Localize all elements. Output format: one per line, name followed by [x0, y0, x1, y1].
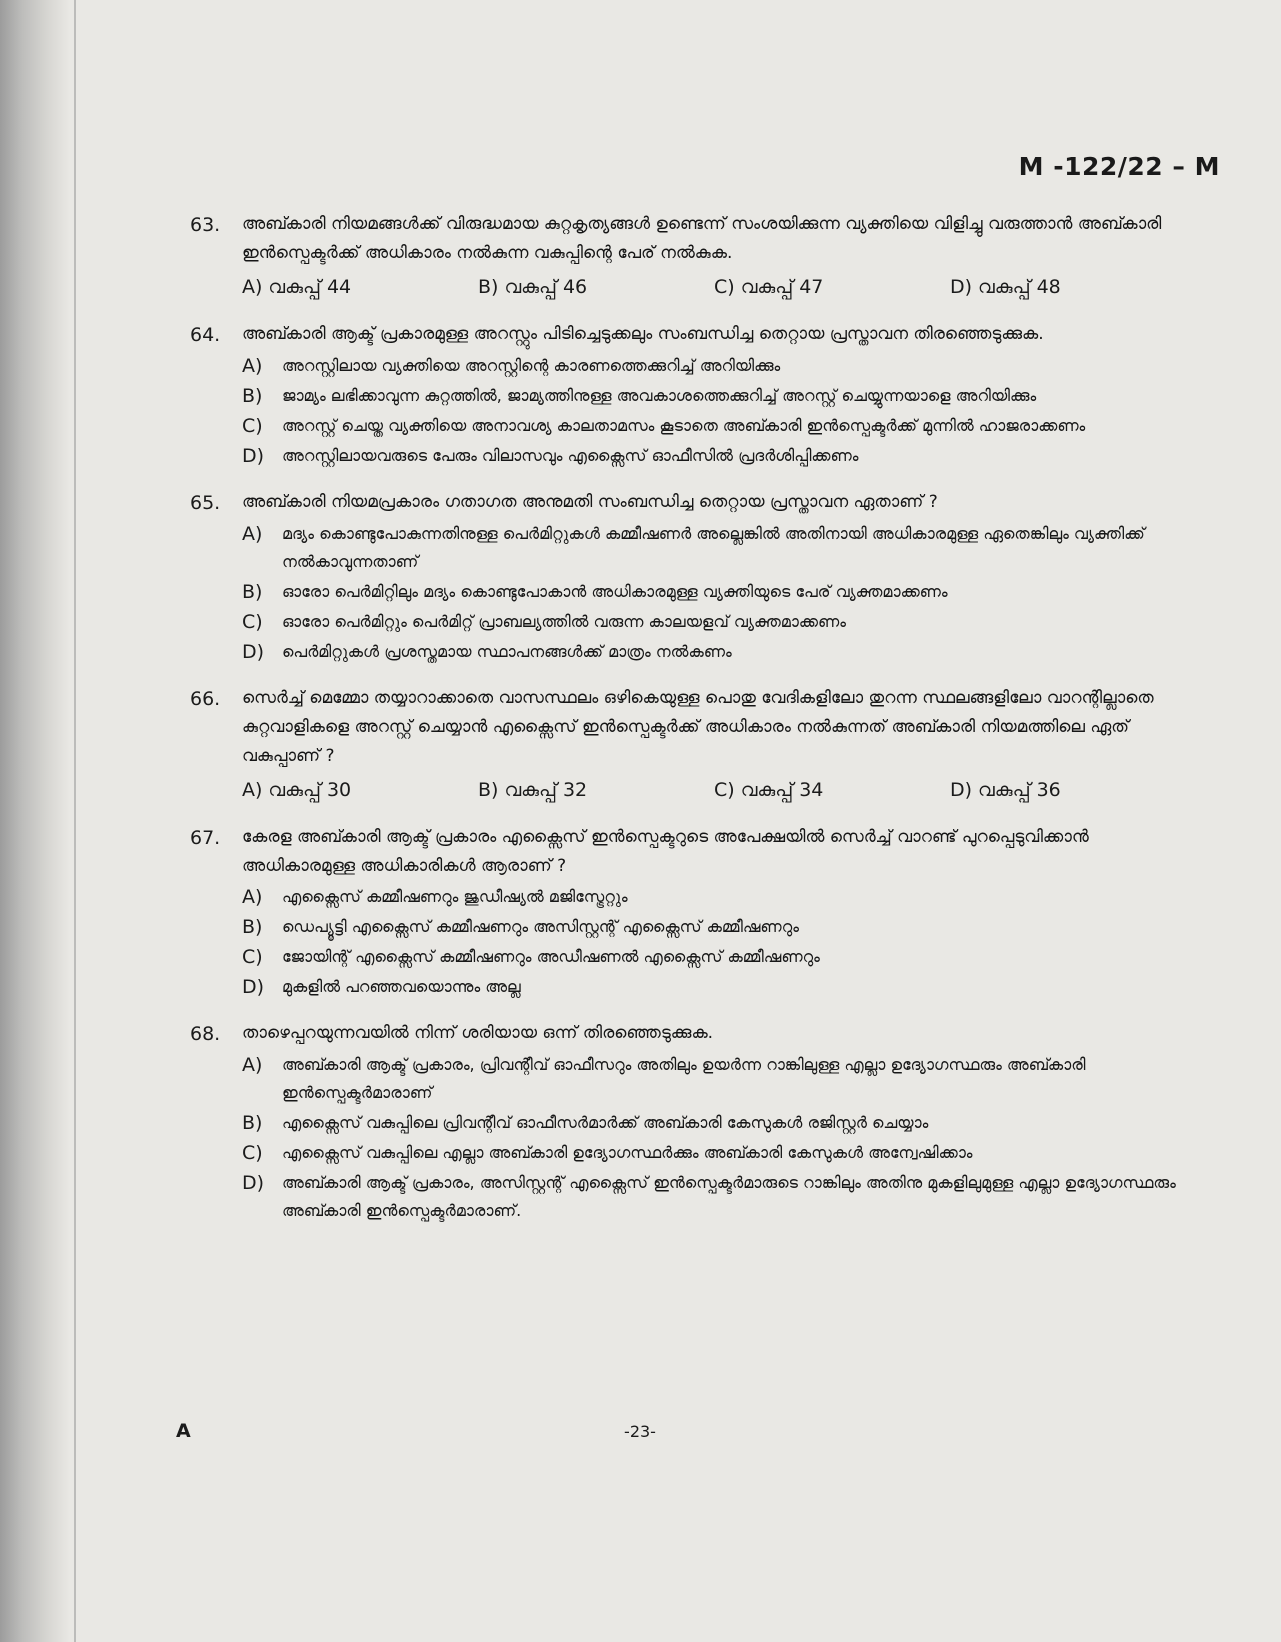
option-d	[950, 272, 1061, 302]
option-text: ഓരോ പെർമിറ്റും പെർമിറ്റ് പ്രാബല്യത്തിൽ വരുന്ന കാലയളവ് വ്യക്തമാക്കണം	[282, 612, 846, 631]
option-b	[242, 382, 1200, 410]
option-label: C)	[242, 611, 263, 633]
option-label: D)	[242, 445, 265, 467]
option-a	[242, 775, 478, 805]
option-text: ജാമ്യം ലഭിക്കാവുന്ന കുറ്റത്തിൽ, ജാമ്യത്തിനുള്ള അവകാശത്തെക്കുറിച്ച് അറസ്റ്റ് ചെയ്യുന്നയാളെ അറിയിക്കും	[282, 386, 1037, 405]
option-d	[242, 1169, 1200, 1225]
option-text: വകുപ്പ് 44	[268, 276, 352, 298]
option-b	[478, 272, 714, 302]
option-c	[714, 775, 950, 805]
option-b	[242, 1109, 1200, 1137]
option-d	[242, 638, 1200, 666]
option-text: വകുപ്പ് 48	[978, 276, 1061, 298]
option-b	[242, 913, 1200, 941]
option-label: C)	[242, 1142, 263, 1164]
option-b	[478, 775, 714, 805]
option-text: എക്സൈസ് വകുപ്പിലെ എല്ലാ അബ്കാരി ഉദ്യോഗസ്ഥർക്കും അബ്കാരി കേസുകൾ അന്വേഷിക്കാം	[282, 1143, 973, 1162]
option-text: വകുപ്പ് 30	[268, 779, 352, 801]
question-text: അബ്കാരി നിയമപ്രകാരം ഗതാഗത അനുമതി സംബന്ധിച്ച തെറ്റായ പ്രസ്താവന ഏതാണ് ?	[242, 492, 938, 512]
option-text: മുകളിൽ പറഞ്ഞവയൊന്നും അല്ല	[282, 977, 521, 996]
question-text: അബ്കാരി ആക്ട് പ്രകാരമുള്ള അറസ്റ്റും പിടിച്ചെടുക്കലും സംബന്ധിച്ച തെറ്റായ പ്രസ്താവന തിരഞ്ഞെടുക്കുക.	[242, 324, 1044, 344]
question-66	[190, 684, 1200, 805]
question-number: 68.	[190, 1023, 221, 1045]
option-text: വകുപ്പ് 36	[978, 779, 1061, 801]
option-b	[242, 578, 1200, 606]
option-label: D)	[242, 976, 265, 998]
question-number: 67.	[190, 827, 221, 849]
option-label: B)	[478, 779, 499, 801]
option-text: ജോയിന്റ് എക്സൈസ് കമ്മീഷണറും അഡീഷണൽ എക്സൈസ് കമ്മീഷണറും	[282, 947, 820, 966]
option-a	[242, 272, 478, 302]
question-number: 63.	[190, 214, 221, 236]
option-d	[242, 442, 1200, 470]
options-list	[242, 883, 1200, 1001]
option-text: അബ്കാരി ആക്ട് പ്രകാരം, അസിസ്റ്റന്റ് എക്സൈസ് ഇൻസ്പെക്ടർമാരുടെ റാങ്കിലും അതിനു മുകളിലുമുള്ള എല്ലാ ഉദ്യോഗസ്ഥരും അബ്കാരി ഇൻസ്പെക്ടർമാരാണ്.	[282, 1173, 1176, 1220]
question-text: കേരള അബ്കാരി ആക്ട് പ്രകാരം എക്സൈസ് ഇൻസ്പെക്ടറുടെ അപേക്ഷയിൽ സെർച്ച് വാറണ്ട് പുറപ്പെടുവിക്കാൻ അധികാരമുള്ള അധികാരികൾ ആരാണ് ?	[242, 827, 1089, 876]
option-label: C)	[242, 415, 263, 437]
option-c	[242, 412, 1200, 440]
option-label: C)	[714, 276, 735, 298]
option-text: എക്സൈസ് വകുപ്പിലെ പ്രിവന്റീവ് ഓഫീസർമാർക്ക് അബ്കാരി കേസുകൾ രജിസ്റ്റർ ചെയ്യാം	[282, 1113, 929, 1132]
option-text: അബ്കാരി ആക്ട് പ്രകാരം, പ്രിവന്റീവ് ഓഫീസറും അതിലും ഉയർന്ന റാങ്കിലുള്ള എല്ലാ ഉദ്യോഗസ്ഥരും അബ്കാരി ഇൻസ്പെക്ടർമാരാണ്	[282, 1055, 1086, 1102]
option-c	[242, 1139, 1200, 1167]
page-number: -23-	[624, 1422, 656, 1441]
option-d	[950, 775, 1061, 805]
option-text: വകുപ്പ് 34	[740, 779, 824, 801]
option-label: B)	[242, 1112, 263, 1134]
question-65	[190, 488, 1200, 666]
option-c	[242, 608, 1200, 636]
option-label: B)	[242, 581, 263, 603]
option-label: A)	[242, 886, 263, 908]
option-label: A)	[242, 276, 263, 298]
question-number: 66.	[190, 688, 221, 710]
options-row	[242, 775, 1200, 805]
option-a	[242, 352, 1200, 380]
question-set-code: A	[176, 1420, 191, 1442]
option-label: A)	[242, 355, 263, 377]
option-text: വകുപ്പ് 47	[740, 276, 824, 298]
option-label: A)	[242, 1054, 263, 1076]
option-text: അറസ്റ്റിലായ വ്യക്തിയെ അറസ്റ്റിന്റെ കാരണത്തെക്കുറിച്ച് അറിയിക്കും	[282, 356, 781, 375]
option-d	[242, 973, 1200, 1001]
question-text: സെർച്ച് മെമ്മോ തയ്യാറാക്കാതെ വാസസ്ഥലം ഒഴികെയുള്ള പൊതു വേദികളിലോ തുറന്ന സ്ഥലങ്ങളിലോ വാറന്റില്ലാതെ കുറ്റവാളികളെ അറസ്റ്റ് ചെയ്യാൻ എക്സൈസ് ഇൻസ്പെക്ടർക്ക് അധികാരം നൽകുന്നത് അബ്കാരി നിയമത്തിലെ ഏത് വകുപ്പാണ് ?	[242, 688, 1154, 766]
scan-binding-shadow	[0, 0, 70, 1642]
option-label: B)	[242, 385, 263, 407]
question-paper-code: M -122/22 – M	[1018, 152, 1220, 181]
option-label: A)	[242, 523, 263, 545]
question-67	[190, 823, 1200, 1001]
question-64	[190, 320, 1200, 470]
scan-page-edge	[74, 0, 76, 1642]
question-68	[190, 1019, 1200, 1225]
option-label: C)	[714, 779, 735, 801]
option-label: D)	[242, 641, 265, 663]
question-text: അബ്കാരി നിയമങ്ങൾക്ക് വിരുദ്ധമായ കുറ്റകൃത്യങ്ങൾ ഉണ്ടെന്ന് സംശയിക്കുന്ന വ്യക്തിയെ വിളിച്ചു വരുത്താൻ അബ്കാരി ഇൻസ്പെക്ടർക്ക് അധികാരം നൽകുന്ന വകുപ്പിന്റെ പേര് നൽകുക.	[242, 214, 1162, 263]
question-text: താഴെപ്പറയുന്നവയിൽ നിന്ന് ശരിയായ ഒന്ന് തിരഞ്ഞെടുക്കുക.	[242, 1023, 714, 1043]
option-label: D)	[242, 1172, 265, 1194]
option-text: വകുപ്പ് 32	[504, 779, 588, 801]
question-number: 64.	[190, 324, 221, 346]
option-label: D)	[950, 779, 973, 801]
option-c	[242, 943, 1200, 971]
option-text: ഓരോ പെർമിറ്റിലും മദ്യം കൊണ്ടുപോകാൻ അധികാരമുള്ള വ്യക്തിയുടെ പേര് വ്യക്തമാക്കണം	[282, 582, 948, 601]
option-text: അറസ്റ്റിലായവരുടെ പേരും വിലാസവും എക്സൈസ് ഓഫീസിൽ പ്രദർശിപ്പിക്കണം	[282, 446, 859, 465]
option-text: എക്സൈസ് കമ്മീഷണറും ജുഡീഷ്യൽ മജിസ്ട്രേറ്റും	[282, 887, 628, 906]
option-a	[242, 883, 1200, 911]
options-list	[242, 520, 1200, 666]
option-a	[242, 520, 1200, 576]
question-63	[190, 210, 1200, 302]
option-text: ഡെപ്യൂട്ടി എക്സൈസ് കമ്മീഷണറും അസിസ്റ്റന്റ് എക്സൈസ് കമ്മീഷണറും	[282, 917, 799, 936]
option-label: B)	[242, 916, 263, 938]
question-number: 65.	[190, 492, 221, 514]
option-a	[242, 1051, 1200, 1107]
option-label: C)	[242, 946, 263, 968]
options-list	[242, 352, 1200, 470]
option-c	[714, 272, 950, 302]
options-row	[242, 272, 1200, 302]
option-label: D)	[950, 276, 973, 298]
question-list	[190, 210, 1200, 1243]
option-text: മദ്യം കൊണ്ടുപോകുന്നതിനുള്ള പെർമിറ്റുകൾ കമ്മീഷണർ അല്ലെങ്കിൽ അതിനായി അധികാരമുള്ള ഏതെങ്കിലും വ്യക്തിക്ക് നൽകാവുന്നതാണ്	[282, 524, 1145, 571]
option-text: പെർമിറ്റുകൾ പ്രശസ്തമായ സ്ഥാപനങ്ങൾക്ക് മാത്രം നൽകണം	[282, 642, 732, 661]
option-label: B)	[478, 276, 499, 298]
option-label: A)	[242, 779, 263, 801]
option-text: വകുപ്പ് 46	[504, 276, 588, 298]
options-list	[242, 1051, 1200, 1225]
option-text: അറസ്റ്റ് ചെയ്ത വ്യക്തിയെ അനാവശ്യ കാലതാമസം കൂടാതെ അബ്കാരി ഇൻസ്പെക്ടർക്ക് മുന്നിൽ ഹാജരാക്കണം	[282, 416, 1086, 435]
